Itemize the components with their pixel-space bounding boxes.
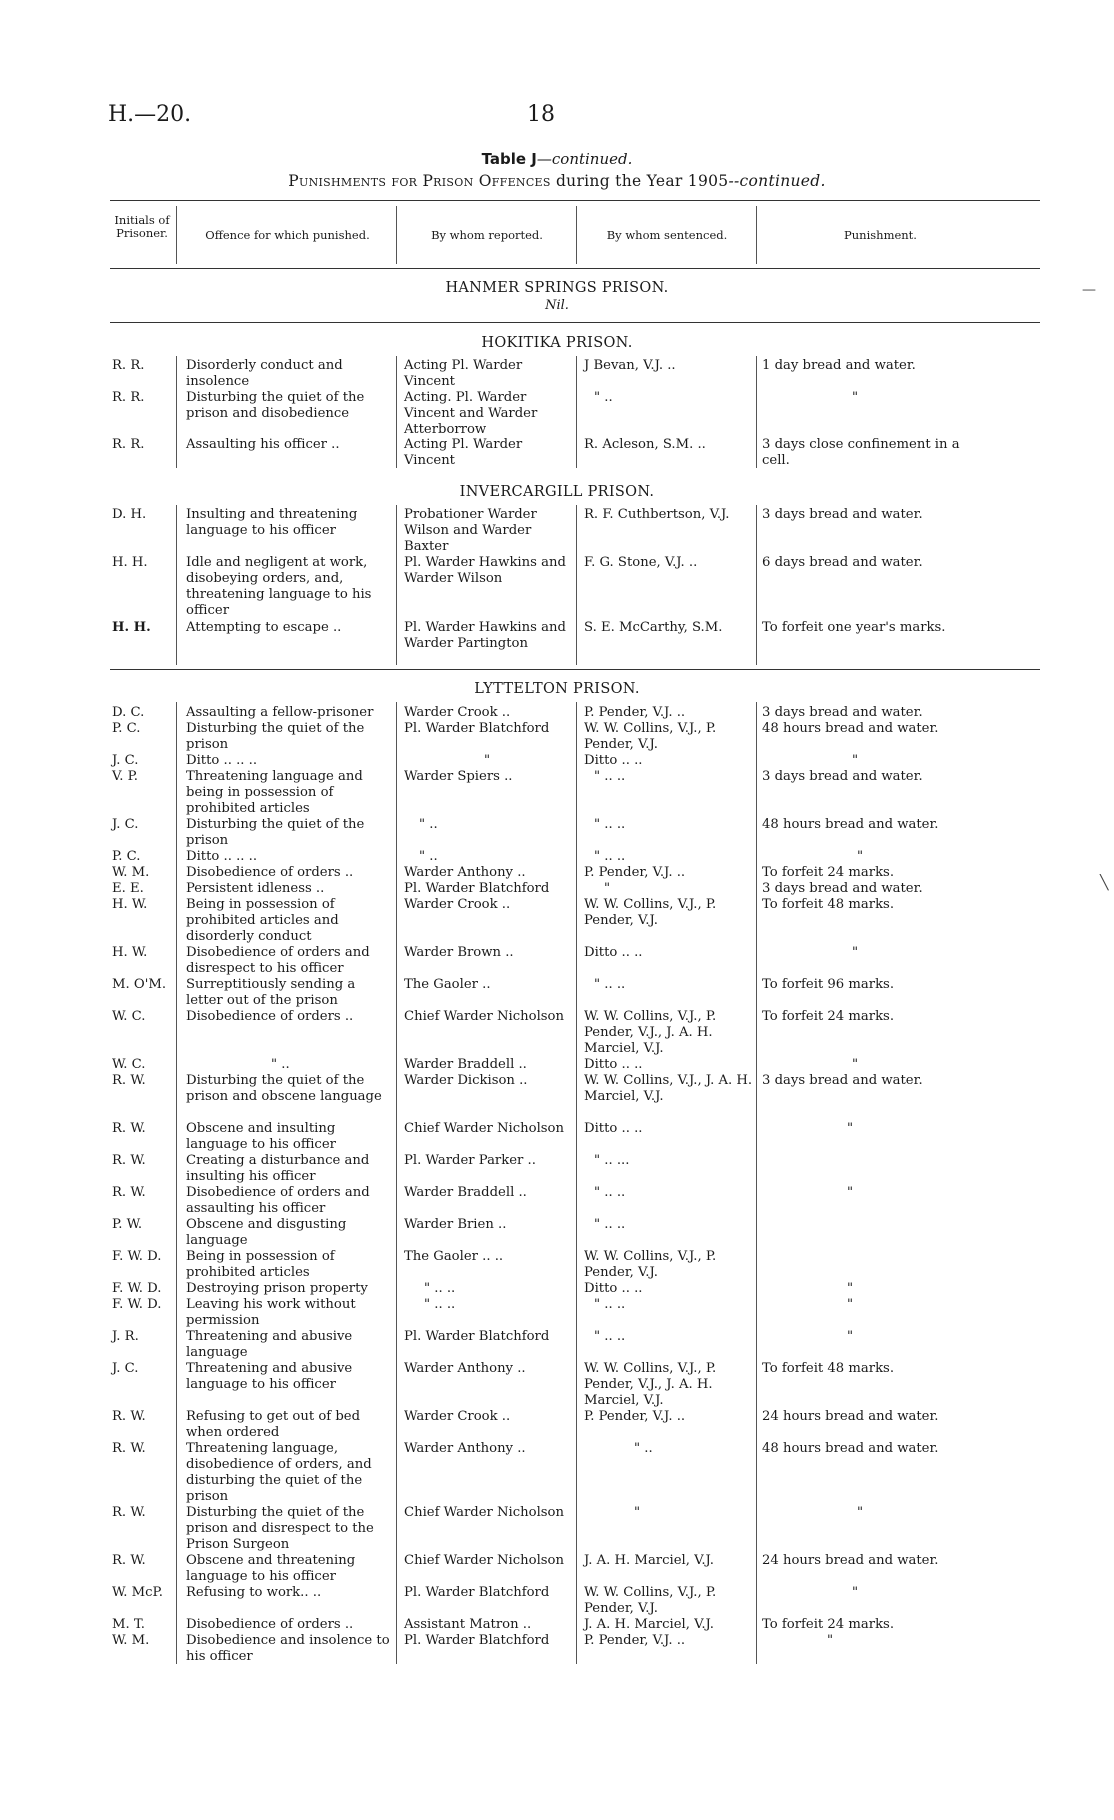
cell-offence: Threatening language and being in possession of prohibited articles [186, 769, 363, 816]
cell-reported: Warder Anthony .. [404, 1361, 526, 1376]
cell-punishment: " [857, 849, 864, 864]
table-title-continued: —continued. [536, 150, 633, 168]
cell-reported: " [484, 753, 491, 768]
cell-punishment: To forfeit 24 marks. [762, 865, 895, 880]
cell-sentenced: " .. ... [594, 1153, 630, 1168]
cell-offence: Assaulting a fellow-prisoner [186, 705, 374, 720]
cell-initials: J. C. [112, 1361, 139, 1376]
cell-punishment: " [852, 1585, 859, 1600]
cell-initials: P. W. [112, 1217, 143, 1232]
cell-sentenced: " .. .. [594, 849, 626, 864]
cell-punishment: " [827, 1633, 834, 1648]
cell-reported: Pl. Warder Blatchford [404, 1585, 550, 1600]
cell-initials: R. W. [112, 1505, 146, 1520]
cell-sentenced: " .. .. [594, 977, 626, 992]
column-divider [396, 356, 397, 468]
cell-sentenced: W. W. Collins, V.J., P. Pender, V.J. [584, 721, 717, 752]
column-divider [576, 505, 577, 665]
cell-sentenced: P. Pender, V.J. .. [584, 1409, 686, 1424]
cell-punishment: " [857, 1505, 864, 1520]
report-code: H.—20. [108, 102, 192, 127]
section-rule [110, 322, 1040, 323]
cell-reported: Warder Braddell .. [404, 1185, 527, 1200]
cell-offence: Idle and negligent at work, disobeying orders, and, threatening language to his officer [186, 555, 372, 618]
cell-offence: Disturbing the quiet of the prison [186, 721, 365, 752]
cell-initials: P. C. [112, 721, 141, 736]
cell-reported: Warder Brien .. [404, 1217, 507, 1232]
subtitle-smallcaps: Punishments for Prison Offences [288, 172, 551, 190]
cell-initials: M. O'M. [112, 977, 167, 992]
cell-punishment: 1 day bread and water. [762, 358, 916, 373]
cell-sentenced: W. W. Collins, V.J., P. Pender, V.J., J. A. H. Marciel, V.J. [584, 1009, 717, 1056]
column-divider [576, 356, 577, 468]
cell-reported: Warder Spiers .. [404, 769, 513, 784]
cell-punishment: " [847, 1185, 854, 1200]
column-divider [176, 702, 177, 1664]
cell-sentenced: W. W. Collins, V.J., J. A. H. Marciel, V.J. [584, 1073, 753, 1104]
cell-punishment: 3 days bread and water. [762, 705, 923, 720]
cell-reported: Warder Brown .. [404, 945, 514, 960]
cell-sentenced: " [634, 1505, 641, 1520]
cell-punishment: " [852, 390, 859, 405]
cell-offence: Disobedience of orders and disrespect to his officer [186, 945, 370, 976]
cell-offence: Obscene and threatening language to his officer [186, 1553, 356, 1584]
cell-initials: R. W. [112, 1185, 146, 1200]
cell-sentenced: Ditto .. .. [584, 1057, 643, 1072]
column-divider [756, 356, 757, 468]
cell-punishment: " [852, 945, 859, 960]
column-divider [396, 505, 397, 665]
cell-punishment: " [852, 1057, 859, 1072]
cell-punishment: To forfeit one year's marks. [762, 620, 946, 635]
cell-sentenced: " .. .. [594, 1185, 626, 1200]
cell-initials: W. M. [112, 1633, 150, 1648]
cell-reported: Pl. Warder Blatchford [404, 881, 550, 896]
cell-reported: Warder Crook .. [404, 897, 511, 912]
cell-punishment: " [847, 1281, 854, 1296]
cell-punishment: 3 days bread and water. [762, 507, 923, 522]
cell-reported: Warder Dickison .. [404, 1073, 528, 1088]
cell-initials: R. R. [112, 390, 145, 405]
cell-punishment: 3 days bread and water. [762, 769, 923, 784]
table-top-rule [110, 200, 1040, 201]
cell-offence: Disobedience and insolence to his officer [186, 1633, 390, 1664]
table-title-main: Table J [481, 150, 537, 168]
cell-reported: Pl. Warder Parker .. [404, 1153, 536, 1168]
cell-sentenced: P. Pender, V.J. .. [584, 705, 686, 720]
cell-sentenced: " .. .. [594, 1297, 626, 1312]
cell-sentenced: " .. [634, 1441, 653, 1456]
scan-edge-mark: ╲ [1100, 875, 1109, 891]
cell-sentenced: J. A. H. Marciel, V.J. [584, 1617, 714, 1632]
cell-reported: Warder Crook .. [404, 705, 511, 720]
cell-initials: R. W. [112, 1121, 146, 1136]
cell-initials: H. H. [112, 555, 148, 570]
cell-offence: Threatening language, disobedience of orders, and disturbing the quiet of the prison [186, 1441, 372, 1504]
cell-punishment: " [847, 1297, 854, 1312]
cell-sentenced: W. W. Collins, V.J., P. Pender, V.J. [584, 897, 717, 928]
column-header-sentenced: By whom sentenced. [606, 228, 728, 242]
cell-reported: " .. [419, 817, 438, 832]
cell-initials: H. H. [112, 620, 151, 635]
cell-punishment: To forfeit 48 marks. [762, 897, 895, 912]
cell-sentenced: " .. .. [594, 1329, 626, 1344]
cell-sentenced: W. W. Collins, V.J., P. Pender, V.J. [584, 1249, 717, 1280]
cell-reported: Acting. Pl. Warder Vincent and Warder Atterborrow [404, 390, 538, 437]
cell-offence: Disobedience of orders .. [186, 1009, 354, 1024]
section-heading-hokitika: HOKITIKA PRISON. [481, 335, 633, 351]
cell-reported: The Gaoler .. [404, 977, 491, 992]
cell-offence: Surreptitiously sending a letter out of the prison [186, 977, 356, 1008]
cell-reported: Pl. Warder Blatchford [404, 1633, 550, 1648]
cell-punishment: 48 hours bread and water. [762, 817, 939, 832]
cell-initials: R. W. [112, 1073, 146, 1088]
column-header-reported: By whom reported. [431, 228, 543, 242]
cell-initials: R. W. [112, 1409, 146, 1424]
column-divider [756, 206, 757, 264]
cell-punishment: " [847, 1121, 854, 1136]
cell-punishment: 6 days bread and water. [762, 555, 923, 570]
section-heading-invercargill: INVERCARGILL PRISON. [459, 484, 655, 500]
cell-reported: " .. .. [424, 1281, 456, 1296]
section-rule [110, 669, 1040, 670]
cell-offence: Persistent idleness .. [186, 881, 325, 896]
cell-initials: V. P. [112, 769, 138, 784]
cell-reported: Warder Crook .. [404, 1409, 511, 1424]
cell-offence: Attempting to escape .. [186, 620, 342, 635]
cell-reported: Probationer Warder Wilson and Warder Baxter [404, 507, 537, 554]
cell-offence: Ditto .. .. .. [186, 753, 258, 768]
cell-reported: Pl. Warder Hawkins and Warder Wilson [404, 555, 566, 586]
column-divider [576, 206, 577, 264]
cell-sentenced: R. F. Cuthbertson, V.J. [584, 507, 730, 522]
cell-reported: Chief Warder Nicholson [404, 1009, 564, 1024]
cell-offence: Obscene and insulting language to his officer [186, 1121, 336, 1152]
table-subtitle [0, 172, 1114, 190]
column-divider [396, 206, 397, 264]
cell-sentenced: S. E. McCarthy, S.M. [584, 620, 723, 635]
cell-offence: Obscene and disgusting language [186, 1217, 347, 1248]
column-header-offence: Offence for which punished. [205, 228, 370, 242]
cell-reported: Warder Braddell .. [404, 1057, 527, 1072]
cell-initials: W. C. [112, 1009, 146, 1024]
cell-initials: J. C. [112, 817, 139, 832]
cell-offence: Disobedience of orders .. [186, 865, 354, 880]
section-heading-lyttelton: LYTTELTON PRISON. [474, 681, 640, 697]
cell-sentenced: Ditto .. .. [584, 753, 643, 768]
cell-initials: D. C. [112, 705, 145, 720]
cell-reported: Chief Warder Nicholson [404, 1121, 564, 1136]
column-divider [756, 505, 757, 665]
cell-reported: Chief Warder Nicholson [404, 1553, 564, 1568]
cell-offence: Threatening and abusive language [186, 1329, 353, 1360]
cell-reported: Acting Pl. Warder Vincent [404, 358, 523, 389]
cell-punishment: 3 days bread and water. [762, 881, 923, 896]
column-divider [396, 702, 397, 1664]
cell-offence: Ditto .. .. .. [186, 849, 258, 864]
cell-sentenced: " .. .. [594, 1217, 626, 1232]
cell-punishment: 24 hours bread and water. [762, 1409, 939, 1424]
cell-reported: Assistant Matron .. [404, 1617, 532, 1632]
cell-reported: Acting Pl. Warder Vincent [404, 437, 523, 468]
cell-reported: Chief Warder Nicholson [404, 1505, 564, 1520]
cell-sentenced: W. W. Collins, V.J., P. Pender, V.J., J. A. H. Marciel, V.J. [584, 1361, 717, 1408]
cell-offence: Disturbing the quiet of the prison [186, 817, 365, 848]
cell-sentenced: " .. .. [594, 769, 626, 784]
cell-sentenced: F. G. Stone, V.J. .. [584, 555, 698, 570]
section-nil: Nil. [545, 298, 569, 313]
subtitle-year: during the Year 1905 [550, 172, 729, 190]
cell-sentenced: " .. .. [594, 817, 626, 832]
cell-initials: D. H. [112, 507, 147, 522]
cell-initials: E. E. [112, 881, 144, 896]
column-divider [176, 505, 177, 665]
cell-initials: P. C. [112, 849, 141, 864]
cell-sentenced: P. Pender, V.J. .. [584, 1633, 686, 1648]
cell-initials: R. W. [112, 1153, 146, 1168]
cell-offence: Creating a disturbance and insulting his officer [186, 1153, 370, 1184]
table-title [0, 150, 1114, 168]
cell-initials: F. W. D. [112, 1297, 162, 1312]
cell-sentenced: R. Acleson, S.M. .. [584, 437, 706, 452]
cell-offence: Threatening and abusive language to his officer [186, 1361, 353, 1392]
cell-initials: R. W. [112, 1553, 146, 1568]
column-divider [176, 206, 177, 264]
column-divider [576, 702, 577, 1664]
cell-punishment: 24 hours bread and water. [762, 1553, 939, 1568]
cell-offence: Refusing to get out of bed when ordered [186, 1409, 361, 1440]
cell-initials: H. W. [112, 897, 148, 912]
cell-reported: Warder Anthony .. [404, 1441, 526, 1456]
cell-offence: Refusing to work.. .. [186, 1585, 322, 1600]
cell-offence: Being in possession of prohibited articles [186, 1249, 335, 1280]
cell-offence: Destroying prison property [186, 1281, 368, 1296]
cell-sentenced: J Bevan, V.J. .. [584, 358, 676, 373]
cell-initials: H. W. [112, 945, 148, 960]
cell-initials: W. C. [112, 1057, 146, 1072]
cell-sentenced: W. W. Collins, V.J., P. Pender, V.J. [584, 1585, 717, 1616]
cell-offence: Being in possession of prohibited articles and disorderly conduct [186, 897, 339, 944]
cell-punishment: 3 days close confinement in a cell. [762, 437, 960, 468]
cell-initials: F. W. D. [112, 1249, 162, 1264]
cell-offence: Assaulting his officer .. [186, 437, 340, 452]
subtitle-continued: --continued. [728, 172, 826, 190]
cell-sentenced: " [604, 881, 611, 896]
cell-offence: Disobedience of orders and assaulting his officer [186, 1185, 370, 1216]
column-divider [176, 356, 177, 468]
header-bottom-rule [110, 268, 1040, 269]
cell-reported: " .. .. [424, 1297, 456, 1312]
cell-punishment: " [847, 1329, 854, 1344]
cell-punishment: To forfeit 48 marks. [762, 1361, 895, 1376]
cell-punishment: To forfeit 24 marks. [762, 1617, 895, 1632]
cell-punishment: 3 days bread and water. [762, 1073, 923, 1088]
cell-offence: Disturbing the quiet of the prison and disobedience [186, 390, 365, 421]
cell-initials: J. R. [112, 1329, 139, 1344]
cell-initials: M. T. [112, 1617, 145, 1632]
cell-reported: The Gaoler .. .. [404, 1249, 504, 1264]
cell-punishment: " [852, 753, 859, 768]
cell-offence: " .. [271, 1057, 290, 1072]
cell-initials: R. W. [112, 1441, 146, 1456]
cell-initials: R. R. [112, 358, 145, 373]
cell-initials: W. M. [112, 865, 150, 880]
cell-initials: W. McP. [112, 1585, 163, 1600]
section-heading-hanmer: HANMER SPRINGS PRISON. [445, 280, 669, 296]
cell-sentenced: " .. [594, 390, 613, 405]
scan-edge-mark: — [1082, 282, 1096, 298]
cell-offence: Disturbing the quiet of the prison and disrespect to the Prison Surgeon [186, 1505, 374, 1552]
cell-offence: Disorderly conduct and insolence [186, 358, 343, 389]
cell-sentenced: J. A. H. Marciel, V.J. [584, 1553, 714, 1568]
cell-sentenced: Ditto .. .. [584, 945, 643, 960]
cell-reported: Pl. Warder Hawkins and Warder Partington [404, 620, 566, 651]
cell-sentenced: P. Pender, V.J. .. [584, 865, 686, 880]
cell-offence: Disobedience of orders .. [186, 1617, 354, 1632]
cell-punishment: To forfeit 96 marks. [762, 977, 895, 992]
cell-sentenced: Ditto .. .. [584, 1281, 643, 1296]
column-header-initials: Initials of Prisoner. [114, 213, 170, 240]
cell-punishment: To forfeit 24 marks. [762, 1009, 895, 1024]
cell-reported: Pl. Warder Blatchford [404, 1329, 550, 1344]
cell-initials: J. C. [112, 753, 139, 768]
cell-punishment: 48 hours bread and water. [762, 721, 939, 736]
cell-initials: F. W. D. [112, 1281, 162, 1296]
cell-reported: Warder Anthony .. [404, 865, 526, 880]
cell-reported: " .. [419, 849, 438, 864]
cell-punishment: 48 hours bread and water. [762, 1441, 939, 1456]
cell-initials: R. R. [112, 437, 145, 452]
cell-sentenced: Ditto .. .. [584, 1121, 643, 1136]
cell-reported: Pl. Warder Blatchford [404, 721, 550, 736]
cell-offence: Leaving his work without permission [186, 1297, 356, 1328]
cell-offence: Insulting and threatening language to his officer [186, 507, 358, 538]
cell-offence: Disturbing the quiet of the prison and obscene language [186, 1073, 382, 1104]
page-number: 18 [527, 102, 555, 127]
column-header-punishment: Punishment. [844, 228, 917, 242]
